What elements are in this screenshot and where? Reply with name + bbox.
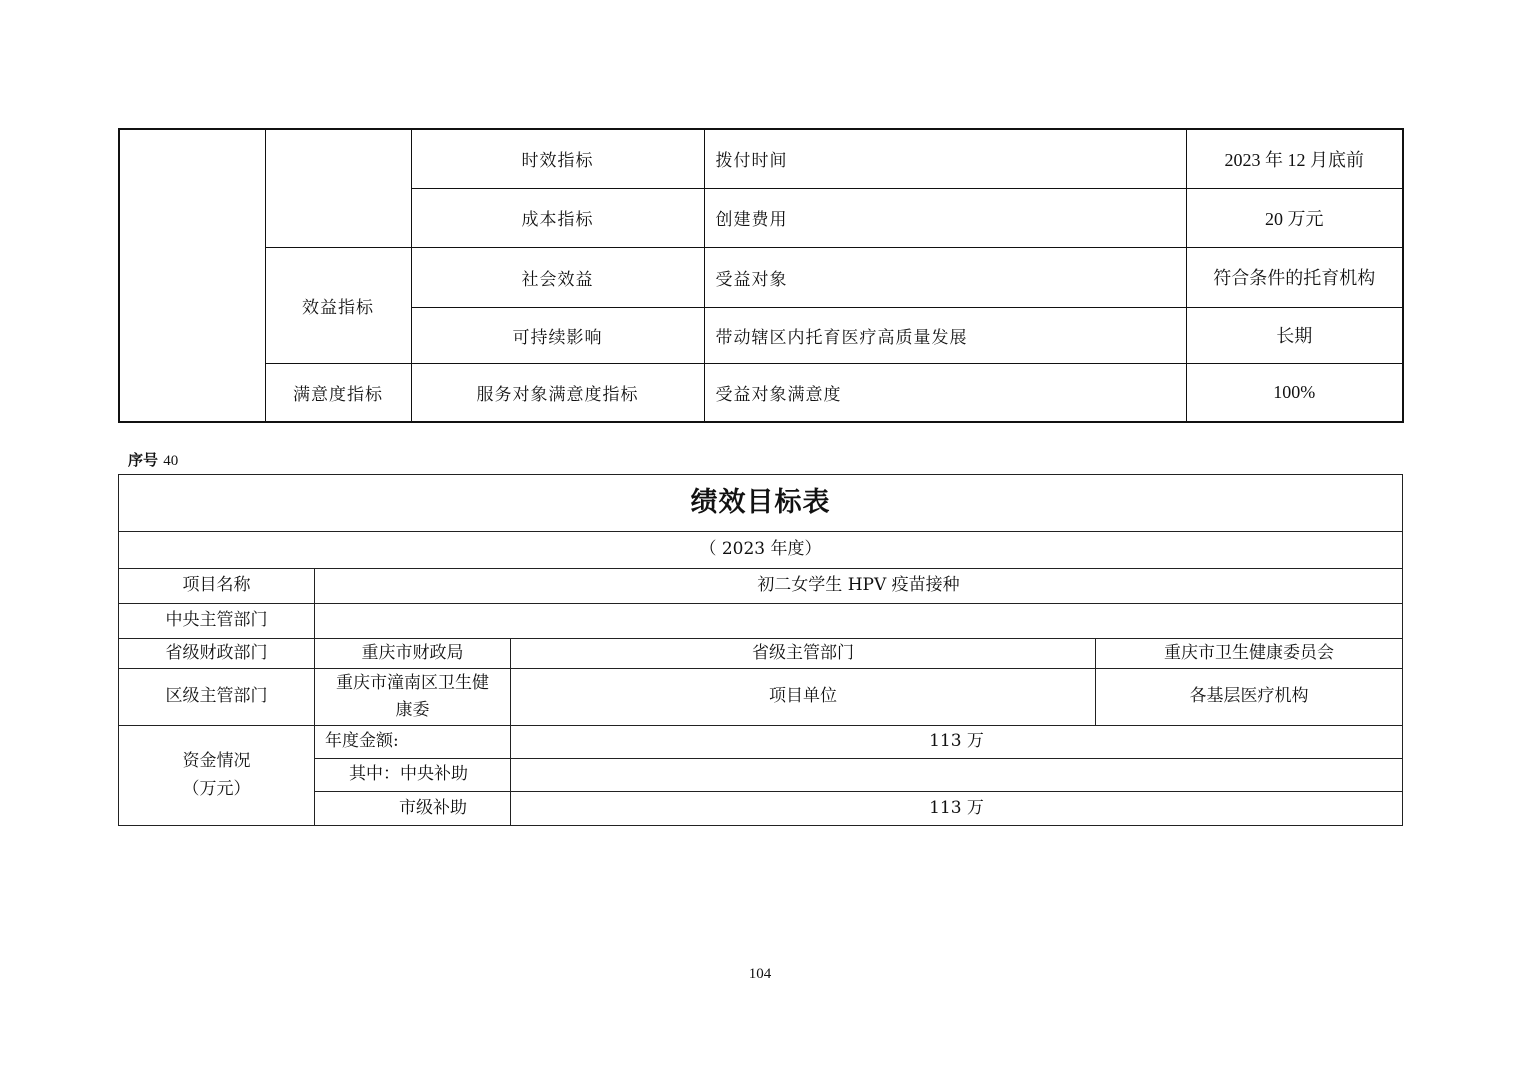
district-dept-label: 区级主管部门 bbox=[119, 669, 315, 726]
table-row bbox=[119, 726, 1403, 759]
table-title: 绩效目标表 bbox=[119, 475, 1403, 532]
funds-label-cell bbox=[119, 726, 315, 826]
city-subsidy: 113 万 bbox=[511, 792, 1403, 826]
table-row bbox=[119, 475, 1403, 532]
table-row bbox=[119, 532, 1403, 569]
indicator-value: 长期 bbox=[1186, 307, 1403, 363]
sequence-label-text: 序号 bbox=[128, 451, 159, 469]
indicator-level3: 可持续影响 bbox=[411, 307, 704, 363]
indicator-value: 符合条件的托育机构 bbox=[1186, 247, 1403, 307]
project-name-label: 项目名称 bbox=[119, 569, 315, 604]
page-number: 104 bbox=[748, 966, 772, 982]
prov-finance: 重庆市财政局 bbox=[315, 639, 511, 669]
prov-dept: 重庆市卫生健康委员会 bbox=[1096, 639, 1403, 669]
table-year: （ 2023 年度） bbox=[119, 532, 1403, 569]
sequence-number: 40 bbox=[163, 453, 179, 469]
indicator-value: 20 万元 bbox=[1186, 188, 1403, 247]
central-dept bbox=[315, 604, 1403, 639]
indicator-level2: 效益指标 bbox=[265, 247, 411, 363]
central-subsidy-label: 其中：中央补助 bbox=[315, 759, 511, 792]
table-row bbox=[119, 569, 1403, 604]
table-row bbox=[119, 247, 1403, 307]
indicator-level3: 服务对象满意度指标 bbox=[411, 363, 704, 422]
indicator-name: 创建费用 bbox=[704, 188, 1186, 247]
indicator-level3: 成本指标 bbox=[411, 188, 704, 247]
blank-cell bbox=[265, 129, 411, 247]
table-row bbox=[119, 129, 1403, 188]
project-unit-label: 项目单位 bbox=[511, 669, 1096, 726]
project-unit: 各基层医疗机构 bbox=[1096, 669, 1403, 726]
indicator-level3: 社会效益 bbox=[411, 247, 704, 307]
indicator-value: 100% bbox=[1186, 363, 1403, 422]
funds-unit: （万元） bbox=[182, 778, 251, 799]
indicator-name: 拨付时间 bbox=[704, 129, 1186, 188]
district-dept: 重庆市潼南区卫生健康委 bbox=[315, 669, 511, 726]
central-subsidy bbox=[511, 759, 1403, 792]
table-row bbox=[119, 669, 1403, 726]
funds-label: 资金情况 bbox=[182, 751, 251, 772]
indicator-name: 受益对象 bbox=[704, 247, 1186, 307]
table-row bbox=[119, 363, 1403, 422]
indicator-name: 受益对象满意度 bbox=[704, 363, 1186, 422]
indicator-value: 2023 年 12 月底前 bbox=[1186, 129, 1403, 188]
prov-finance-label: 省级财政部门 bbox=[119, 639, 315, 669]
prov-dept-label: 省级主管部门 bbox=[511, 639, 1096, 669]
sequence-label bbox=[128, 449, 178, 470]
project-name: 初二女学生 HPV 疫苗接种 bbox=[315, 569, 1403, 604]
indicator-level3: 时效指标 bbox=[411, 129, 704, 188]
annual-amount: 113 万 bbox=[511, 726, 1403, 759]
table-row bbox=[119, 639, 1403, 669]
indicator-name: 带动辖区内托育医疗高质量发展 bbox=[704, 307, 1186, 363]
indicator-level2: 满意度指标 bbox=[265, 363, 411, 422]
city-subsidy-label: 市级补助 bbox=[315, 792, 511, 826]
performance-target-table bbox=[118, 474, 1403, 826]
central-dept-label: 中央主管部门 bbox=[119, 604, 315, 639]
annual-amount-label: 年度金额: bbox=[315, 726, 511, 759]
blank-cell bbox=[119, 129, 265, 422]
indicator-table-continued bbox=[118, 128, 1404, 423]
table-row bbox=[119, 604, 1403, 639]
